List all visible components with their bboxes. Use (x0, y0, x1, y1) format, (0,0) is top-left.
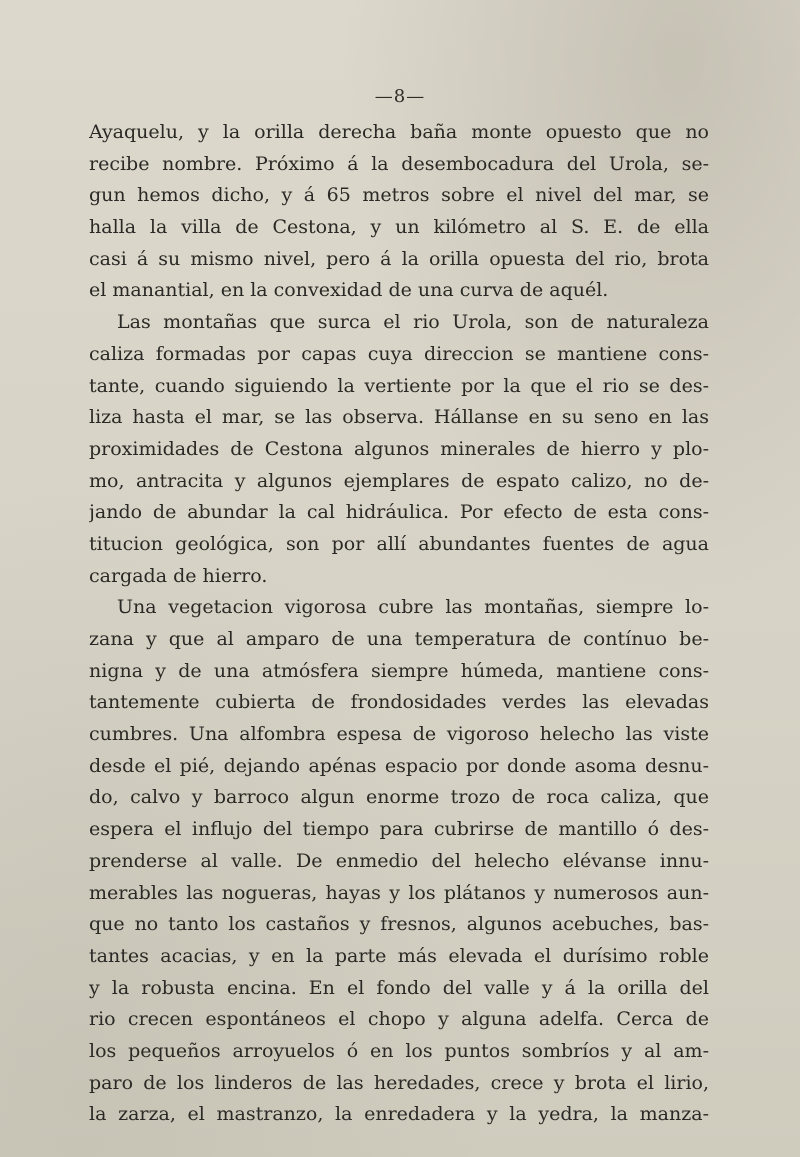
page-number: —8— (374, 86, 426, 107)
text-line: gun hemos dicho, y á 65 metros sobre el nivel del mar, se (89, 184, 709, 207)
text-line: do, calvo y barroco algun enorme trozo de roca caliza, que (89, 786, 709, 809)
body-text (89, 117, 709, 1131)
text-line: jando de abundar la cal hidráulica. Por efecto de esta cons- (89, 501, 709, 524)
text-line: tantes acacias, y en la parte más elevada el durísimo roble (89, 944, 709, 967)
text-line: el manantial, en la convexidad de una curva de aquél. (89, 279, 609, 302)
text-line: la zarza, el mastranzo, la enredadera y la yedra, la manza- (89, 1103, 709, 1126)
text-line: zana y que al amparo de una temperatura de contínuo be- (89, 628, 709, 650)
text-line: que no tanto los castaños y fresnos, algunos acebuches, bas- (89, 913, 709, 936)
text-line: merables las nogueras, hayas y los plátanos y numerosos aun- (89, 881, 709, 904)
text-line: Las montañas que surca el rio Urola, son de naturaleza (117, 311, 709, 334)
text-line: liza hasta el mar, se las observa. Hállanse en su seno en las (89, 406, 709, 429)
text-line: titucion geológica, son por allí abundantes fuentes de agua (89, 532, 709, 555)
text-line: nigna y de una atmósfera siempre húmeda, mantiene cons- (89, 659, 709, 682)
text-line: Ayaquelu, y la orilla derecha baña monte opuesto que no (89, 121, 709, 143)
text-line: y la robusta encina. En el fondo del valle y á la orilla del (89, 976, 709, 999)
text-line: tante, cuando siguiendo la vertiente por la que el rio se des- (89, 374, 709, 397)
text-line: proximidades de Cestona algunos minerales de hierro y plo- (89, 437, 709, 460)
text-line: Una vegetacion vigorosa cubre las montañas, siempre lo- (117, 596, 709, 619)
text-line: paro de los linderos de las heredades, crece y brota el lirio, (89, 1071, 709, 1094)
text-line: caliza formadas por capas cuya direccion se mantiene cons- (89, 342, 709, 365)
text-line: halla la villa de Cestona, y un kilómetro al S. E. de ella (89, 216, 709, 239)
text-line: tantemente cubierta de frondosidades verdes las elevadas (89, 691, 709, 714)
text-line: casi á su mismo nivel, pero á la orilla opuesta del rio, brota (89, 247, 709, 270)
text-line: los pequeños arroyuelos ó en los puntos sombríos y al am- (89, 1039, 709, 1062)
text-line: desde el pié, dejando apénas espacio por donde asoma desnu- (89, 754, 709, 777)
text-line: recibe nombre. Próximo á la desembocadura del Urola, se- (89, 152, 709, 175)
text-line: mo, antracita y algunos ejemplares de espato calizo, no de- (89, 469, 709, 492)
text-line: espera el influjo del tiempo para cubrirse de mantillo ó des- (89, 818, 709, 841)
text-line: rio crecen espontáneos el chopo y alguna adelfa. Cerca de (89, 1008, 709, 1031)
text-line: cumbres. Una alfombra espesa de vigoroso helecho las viste (89, 723, 709, 746)
text-line: prenderse al valle. De enmedio del helecho elévanse innu- (89, 849, 709, 872)
text-line: cargada de hierro. (89, 564, 268, 587)
